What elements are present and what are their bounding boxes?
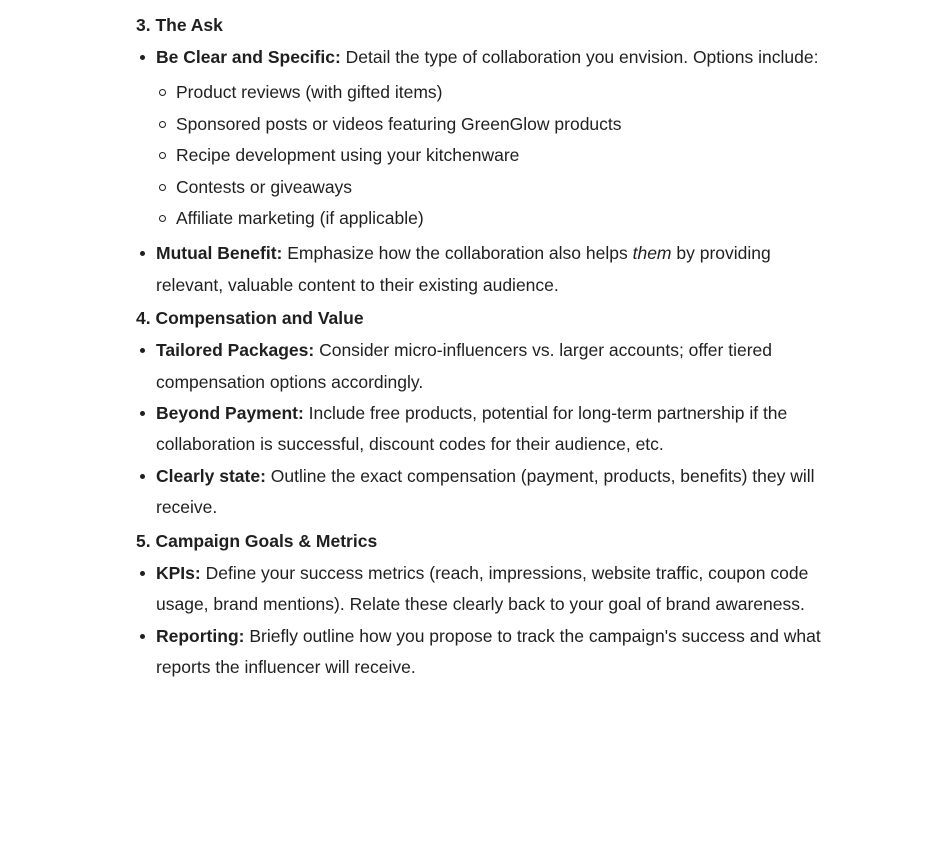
list-item-reporting: [136, 621, 836, 684]
sub-list-item: Sponsored posts or videos featuring GreenGlow products: [156, 109, 836, 140]
list-item-clearly-state: [136, 461, 836, 524]
the-ask-list: [136, 42, 836, 301]
sub-list-item: Contests or giveaways: [156, 172, 836, 203]
list-item-kpis: [136, 558, 836, 621]
bullet-text: Emphasize how the collaboration also helps: [282, 243, 633, 264]
bullet-label: Clearly state:: [156, 465, 266, 486]
sub-list-item: Affiliate marketing (if applicable): [156, 203, 836, 234]
compensation-list: [136, 335, 836, 523]
bullet-label: Reporting:: [156, 625, 245, 646]
bullet-emphasis: them: [632, 243, 672, 264]
sub-list-item: Product reviews (with gifted items): [156, 77, 836, 108]
bullet-text: Include free products, potential for long-term partnership if the collaboration is successful, discount codes for their audience, etc.: [156, 403, 788, 455]
bullet-text: Consider micro-influencers vs. larger accounts; offer tiered compensation options accordingly.: [156, 340, 773, 392]
bullet-text: Define your success metrics (reach, impressions, website traffic, coupon code usage, brand mentions). Relate these clearly back to your goal of brand awareness.: [156, 562, 809, 615]
section-heading-the-ask: 3. The Ask: [136, 15, 223, 35]
list-item-beyond-payment: [136, 398, 836, 461]
bullet-text: by providing relevant, valuable content to their existing audience.: [156, 243, 771, 295]
bullet-text: Detail the type of collaboration you envision. Options include:: [340, 47, 819, 67]
section-heading-compensation: 4. Compensation and Value: [136, 308, 364, 329]
bullet-label: Tailored Packages:: [156, 340, 315, 361]
section-heading-campaign-goals: 5. Campaign Goals & Metrics: [136, 530, 378, 551]
document-content: [136, 8, 836, 683]
campaign-goals-list: [136, 558, 836, 684]
list-item-be-clear: [136, 42, 836, 234]
bullet-label: KPIs:: [156, 562, 201, 583]
collaboration-options-list: [156, 77, 836, 234]
bullet-text: Briefly outline how you propose to track the campaign's success and what reports the influencer will receive.: [156, 625, 821, 677]
bullet-label: Beyond Payment:: [156, 403, 304, 424]
bullet-text: Outline the exact compensation (payment, products, benefits) they will receive.: [156, 465, 815, 518]
bullet-label: Mutual Benefit:: [156, 243, 283, 264]
bullet-label: Be Clear and Specific:: [156, 47, 341, 67]
list-item-mutual-benefit: [136, 238, 836, 301]
sub-list-item: Recipe development using your kitchenware: [156, 140, 836, 171]
list-item-tailored-packages: [136, 335, 836, 398]
